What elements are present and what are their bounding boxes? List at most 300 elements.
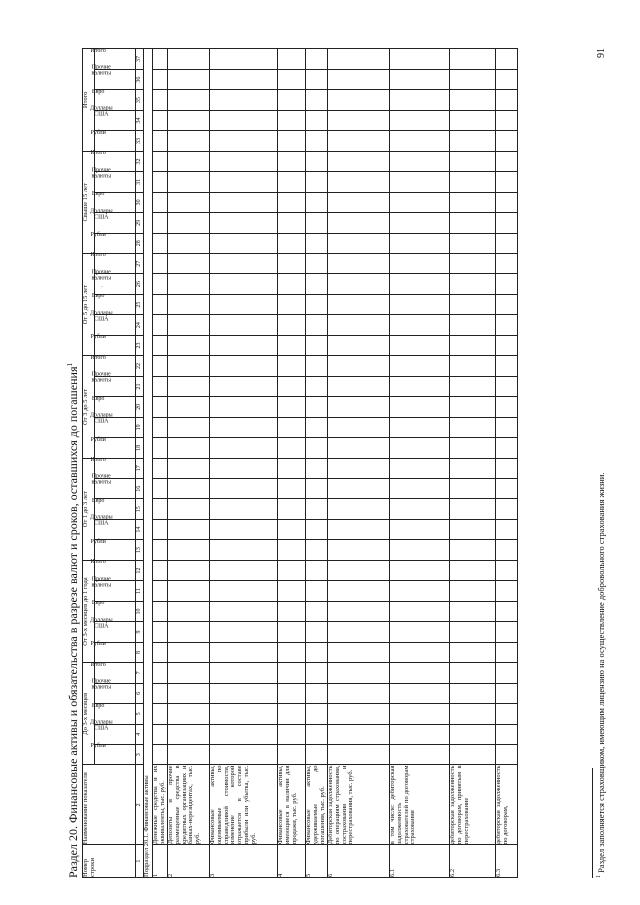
table-cell[interactable]: [210, 560, 278, 581]
table-cell[interactable]: [210, 540, 278, 560]
table-cell[interactable]: [450, 172, 496, 192]
table-cell[interactable]: [278, 458, 306, 478]
table-cell[interactable]: [210, 294, 278, 314]
table-cell[interactable]: [450, 704, 496, 724]
table-cell[interactable]: [168, 499, 210, 519]
table-cell[interactable]: [306, 519, 328, 539]
table-cell[interactable]: [168, 724, 210, 744]
table-cell[interactable]: [328, 519, 390, 539]
table-cell[interactable]: [390, 519, 450, 539]
table-cell[interactable]: [153, 438, 168, 458]
table-cell[interactable]: [306, 253, 328, 273]
table-cell[interactable]: [450, 642, 496, 662]
table-cell[interactable]: [390, 724, 450, 744]
table-cell[interactable]: [306, 642, 328, 662]
table-cell[interactable]: [450, 110, 496, 130]
table-cell[interactable]: [496, 274, 518, 294]
table-cell[interactable]: [278, 560, 306, 581]
table-cell[interactable]: [168, 90, 210, 110]
table-cell[interactable]: [306, 192, 328, 212]
table-cell[interactable]: [306, 560, 328, 581]
table-cell[interactable]: [496, 417, 518, 437]
table-cell[interactable]: [278, 663, 306, 683]
table-cell[interactable]: [306, 622, 328, 642]
table-cell[interactable]: [278, 172, 306, 192]
table-cell[interactable]: [496, 397, 518, 417]
table-cell[interactable]: [153, 417, 168, 437]
table-cell[interactable]: [328, 294, 390, 314]
table-cell[interactable]: [210, 315, 278, 335]
table-cell[interactable]: [496, 479, 518, 499]
table-cell[interactable]: [210, 397, 278, 417]
table-cell[interactable]: [210, 622, 278, 642]
table-cell[interactable]: [390, 90, 450, 110]
table-cell[interactable]: [306, 90, 328, 110]
table-cell[interactable]: [450, 745, 496, 765]
table-cell[interactable]: [328, 397, 390, 417]
table-cell[interactable]: [390, 69, 450, 89]
table-cell[interactable]: [210, 69, 278, 89]
table-cell[interactable]: [306, 499, 328, 519]
table-cell[interactable]: [278, 335, 306, 355]
table-cell[interactable]: [496, 90, 518, 110]
table-cell[interactable]: [210, 131, 278, 151]
table-cell[interactable]: [210, 233, 278, 253]
table-cell[interactable]: [210, 110, 278, 130]
table-cell[interactable]: [168, 213, 210, 233]
table-cell[interactable]: [278, 192, 306, 212]
table-cell[interactable]: [496, 519, 518, 539]
table-cell[interactable]: [390, 417, 450, 437]
table-cell[interactable]: [450, 417, 496, 437]
table-cell[interactable]: [496, 458, 518, 478]
table-cell[interactable]: [328, 540, 390, 560]
table-cell[interactable]: [168, 622, 210, 642]
table-cell[interactable]: [496, 540, 518, 560]
table-cell[interactable]: [328, 90, 390, 110]
table-cell[interactable]: [328, 233, 390, 253]
table-cell[interactable]: [390, 397, 450, 417]
table-cell[interactable]: [450, 69, 496, 89]
table-cell[interactable]: [328, 724, 390, 744]
table-cell[interactable]: [328, 704, 390, 724]
table-cell[interactable]: [210, 683, 278, 703]
table-cell[interactable]: [450, 315, 496, 335]
table-cell[interactable]: [153, 724, 168, 744]
table-cell[interactable]: [153, 131, 168, 151]
table-cell[interactable]: [328, 683, 390, 703]
table-cell[interactable]: [450, 253, 496, 273]
table-cell[interactable]: [168, 69, 210, 89]
table-cell[interactable]: [328, 622, 390, 642]
table-cell[interactable]: [496, 315, 518, 335]
table-cell[interactable]: [390, 172, 450, 192]
table-cell[interactable]: [390, 540, 450, 560]
table-cell[interactable]: [278, 90, 306, 110]
table-cell[interactable]: [306, 131, 328, 151]
table-cell[interactable]: [210, 438, 278, 458]
table-cell[interactable]: [168, 131, 210, 151]
table-cell[interactable]: [328, 499, 390, 519]
table-cell[interactable]: [450, 356, 496, 376]
table-cell[interactable]: [168, 458, 210, 478]
table-cell[interactable]: [153, 519, 168, 539]
table-cell[interactable]: [210, 519, 278, 539]
table-cell[interactable]: [278, 356, 306, 376]
table-cell[interactable]: [278, 253, 306, 273]
table-cell[interactable]: [278, 622, 306, 642]
table-cell[interactable]: [153, 479, 168, 499]
table-cell[interactable]: [496, 335, 518, 355]
table-cell[interactable]: [278, 581, 306, 601]
table-cell[interactable]: [450, 49, 496, 70]
table-cell[interactable]: [328, 376, 390, 396]
table-cell[interactable]: [306, 315, 328, 335]
table-cell[interactable]: [306, 663, 328, 683]
table-cell[interactable]: [450, 560, 496, 581]
table-cell[interactable]: [153, 253, 168, 273]
table-cell[interactable]: [278, 704, 306, 724]
table-cell[interactable]: [390, 110, 450, 130]
table-cell[interactable]: [390, 192, 450, 212]
table-cell[interactable]: [278, 274, 306, 294]
table-cell[interactable]: [328, 745, 390, 765]
table-cell[interactable]: [496, 172, 518, 192]
table-cell[interactable]: [390, 745, 450, 765]
table-cell[interactable]: [210, 172, 278, 192]
table-cell[interactable]: [328, 192, 390, 212]
table-cell[interactable]: [210, 213, 278, 233]
table-cell[interactable]: [496, 233, 518, 253]
table-cell[interactable]: [153, 581, 168, 601]
table-cell[interactable]: [278, 724, 306, 744]
table-cell[interactable]: [450, 479, 496, 499]
table-cell[interactable]: [390, 335, 450, 355]
table-cell[interactable]: [496, 642, 518, 662]
table-cell[interactable]: [278, 601, 306, 621]
table-cell[interactable]: [496, 724, 518, 744]
table-cell[interactable]: [390, 663, 450, 683]
table-cell[interactable]: [278, 540, 306, 560]
table-cell[interactable]: [168, 49, 210, 70]
table-cell[interactable]: [168, 253, 210, 273]
table-cell[interactable]: [496, 663, 518, 683]
table-cell[interactable]: [210, 417, 278, 437]
table-cell[interactable]: [450, 663, 496, 683]
table-cell[interactable]: [153, 540, 168, 560]
table-cell[interactable]: [168, 581, 210, 601]
table-cell[interactable]: [496, 151, 518, 171]
table-cell[interactable]: [328, 663, 390, 683]
table-cell[interactable]: [306, 601, 328, 621]
table-cell[interactable]: [306, 233, 328, 253]
table-cell[interactable]: [153, 397, 168, 417]
table-cell[interactable]: [450, 458, 496, 478]
table-cell[interactable]: [278, 213, 306, 233]
table-cell[interactable]: [496, 192, 518, 212]
table-cell[interactable]: [306, 49, 328, 70]
table-cell[interactable]: [496, 49, 518, 70]
table-cell[interactable]: [390, 151, 450, 171]
table-cell[interactable]: [168, 683, 210, 703]
table-cell[interactable]: [210, 90, 278, 110]
table-cell[interactable]: [168, 274, 210, 294]
table-cell[interactable]: [496, 253, 518, 273]
table-cell[interactable]: [450, 151, 496, 171]
table-cell[interactable]: [278, 69, 306, 89]
table-cell[interactable]: [390, 274, 450, 294]
table-cell[interactable]: [328, 335, 390, 355]
table-cell[interactable]: [390, 622, 450, 642]
table-cell[interactable]: [450, 376, 496, 396]
table-cell[interactable]: [306, 745, 328, 765]
table-cell[interactable]: [153, 458, 168, 478]
table-cell[interactable]: [168, 438, 210, 458]
table-cell[interactable]: [306, 397, 328, 417]
table-cell[interactable]: [390, 601, 450, 621]
table-cell[interactable]: [210, 192, 278, 212]
table-cell[interactable]: [390, 315, 450, 335]
table-cell[interactable]: [496, 704, 518, 724]
table-cell[interactable]: [153, 315, 168, 335]
table-cell[interactable]: [278, 479, 306, 499]
table-cell[interactable]: [328, 417, 390, 437]
table-cell[interactable]: [168, 151, 210, 171]
table-cell[interactable]: [168, 479, 210, 499]
table-cell[interactable]: [278, 397, 306, 417]
table-cell[interactable]: [450, 192, 496, 212]
table-cell[interactable]: [450, 540, 496, 560]
table-cell[interactable]: [496, 581, 518, 601]
table-cell[interactable]: [306, 274, 328, 294]
table-cell[interactable]: [450, 274, 496, 294]
table-cell[interactable]: [390, 458, 450, 478]
table-cell[interactable]: [450, 131, 496, 151]
table-cell[interactable]: [450, 294, 496, 314]
table-cell[interactable]: [210, 724, 278, 744]
table-cell[interactable]: [153, 560, 168, 581]
table-cell[interactable]: [306, 417, 328, 437]
table-cell[interactable]: [450, 519, 496, 539]
table-cell[interactable]: [496, 69, 518, 89]
table-cell[interactable]: [210, 458, 278, 478]
table-cell[interactable]: [328, 110, 390, 130]
table-cell[interactable]: [306, 213, 328, 233]
table-cell[interactable]: [496, 131, 518, 151]
table-cell[interactable]: [153, 642, 168, 662]
table-cell[interactable]: [390, 294, 450, 314]
table-cell[interactable]: [153, 704, 168, 724]
table-cell[interactable]: [390, 131, 450, 151]
table-cell[interactable]: [306, 172, 328, 192]
table-cell[interactable]: [306, 110, 328, 130]
table-cell[interactable]: [450, 581, 496, 601]
table-cell[interactable]: [450, 438, 496, 458]
table-cell[interactable]: [390, 581, 450, 601]
table-cell[interactable]: [153, 110, 168, 130]
table-cell[interactable]: [153, 499, 168, 519]
table-cell[interactable]: [328, 438, 390, 458]
table-cell[interactable]: [450, 213, 496, 233]
table-cell[interactable]: [496, 560, 518, 581]
table-cell[interactable]: [278, 417, 306, 437]
table-cell[interactable]: [496, 213, 518, 233]
table-cell[interactable]: [278, 745, 306, 765]
table-cell[interactable]: [328, 131, 390, 151]
table-cell[interactable]: [390, 49, 450, 70]
table-cell[interactable]: [496, 683, 518, 703]
table-cell[interactable]: [210, 663, 278, 683]
table-cell[interactable]: [306, 438, 328, 458]
table-cell[interactable]: [153, 376, 168, 396]
table-cell[interactable]: [306, 69, 328, 89]
table-cell[interactable]: [153, 335, 168, 355]
table-cell[interactable]: [390, 642, 450, 662]
table-cell[interactable]: [168, 335, 210, 355]
table-cell[interactable]: [496, 601, 518, 621]
table-cell[interactable]: [496, 110, 518, 130]
table-cell[interactable]: [210, 601, 278, 621]
table-cell[interactable]: [153, 233, 168, 253]
table-cell[interactable]: [328, 356, 390, 376]
table-cell[interactable]: [168, 233, 210, 253]
table-cell[interactable]: [328, 315, 390, 335]
table-cell[interactable]: [496, 745, 518, 765]
table-cell[interactable]: [278, 110, 306, 130]
table-cell[interactable]: [390, 356, 450, 376]
table-cell[interactable]: [278, 519, 306, 539]
table-cell[interactable]: [328, 581, 390, 601]
table-cell[interactable]: [450, 622, 496, 642]
table-cell[interactable]: [328, 274, 390, 294]
table-cell[interactable]: [168, 397, 210, 417]
table-cell[interactable]: [278, 315, 306, 335]
table-cell[interactable]: [153, 663, 168, 683]
table-cell[interactable]: [278, 131, 306, 151]
table-cell[interactable]: [153, 49, 168, 70]
table-cell[interactable]: [278, 151, 306, 171]
table-cell[interactable]: [306, 479, 328, 499]
table-cell[interactable]: [328, 69, 390, 89]
table-cell[interactable]: [153, 90, 168, 110]
table-cell[interactable]: [153, 151, 168, 171]
table-cell[interactable]: [210, 642, 278, 662]
table-cell[interactable]: [210, 274, 278, 294]
table-cell[interactable]: [496, 622, 518, 642]
table-cell[interactable]: [278, 233, 306, 253]
table-cell[interactable]: [153, 683, 168, 703]
table-cell[interactable]: [210, 499, 278, 519]
table-cell[interactable]: [390, 233, 450, 253]
table-cell[interactable]: [328, 151, 390, 171]
table-cell[interactable]: [390, 560, 450, 581]
table-cell[interactable]: [328, 213, 390, 233]
table-cell[interactable]: [390, 253, 450, 273]
table-cell[interactable]: [496, 438, 518, 458]
table-cell[interactable]: [306, 294, 328, 314]
table-cell[interactable]: [328, 253, 390, 273]
table-cell[interactable]: [390, 479, 450, 499]
table-cell[interactable]: [328, 49, 390, 70]
table-cell[interactable]: [450, 601, 496, 621]
table-cell[interactable]: [168, 663, 210, 683]
table-cell[interactable]: [278, 49, 306, 70]
table-cell[interactable]: [390, 499, 450, 519]
table-cell[interactable]: [210, 745, 278, 765]
table-cell[interactable]: [168, 315, 210, 335]
table-cell[interactable]: [278, 642, 306, 662]
table-cell[interactable]: [306, 704, 328, 724]
table-cell[interactable]: [168, 417, 210, 437]
table-cell[interactable]: [210, 335, 278, 355]
table-cell[interactable]: [306, 683, 328, 703]
table-cell[interactable]: [153, 601, 168, 621]
table-cell[interactable]: [168, 376, 210, 396]
table-cell[interactable]: [168, 294, 210, 314]
table-cell[interactable]: [328, 172, 390, 192]
table-cell[interactable]: [390, 704, 450, 724]
table-cell[interactable]: [496, 356, 518, 376]
table-cell[interactable]: [306, 151, 328, 171]
table-cell[interactable]: [168, 519, 210, 539]
table-cell[interactable]: [168, 540, 210, 560]
table-cell[interactable]: [390, 213, 450, 233]
table-cell[interactable]: [210, 581, 278, 601]
table-cell[interactable]: [450, 335, 496, 355]
table-cell[interactable]: [278, 294, 306, 314]
table-cell[interactable]: [306, 581, 328, 601]
table-cell[interactable]: [153, 192, 168, 212]
table-cell[interactable]: [153, 213, 168, 233]
table-cell[interactable]: [306, 356, 328, 376]
table-cell[interactable]: [210, 704, 278, 724]
table-cell[interactable]: [153, 622, 168, 642]
table-cell[interactable]: [153, 356, 168, 376]
table-cell[interactable]: [390, 376, 450, 396]
table-cell[interactable]: [328, 479, 390, 499]
table-cell[interactable]: [153, 69, 168, 89]
table-cell[interactable]: [306, 458, 328, 478]
table-cell[interactable]: [278, 438, 306, 458]
table-cell[interactable]: [168, 745, 210, 765]
table-cell[interactable]: [390, 438, 450, 458]
table-cell[interactable]: [278, 376, 306, 396]
table-cell[interactable]: [328, 560, 390, 581]
table-cell[interactable]: [168, 704, 210, 724]
table-cell[interactable]: [168, 642, 210, 662]
table-cell[interactable]: [450, 724, 496, 744]
table-cell[interactable]: [306, 540, 328, 560]
table-cell[interactable]: [450, 90, 496, 110]
table-cell[interactable]: [328, 642, 390, 662]
table-cell[interactable]: [210, 49, 278, 70]
table-cell[interactable]: [450, 499, 496, 519]
table-cell[interactable]: [153, 745, 168, 765]
table-cell[interactable]: [153, 294, 168, 314]
table-cell[interactable]: [168, 172, 210, 192]
table-cell[interactable]: [153, 274, 168, 294]
table-cell[interactable]: [278, 683, 306, 703]
table-cell[interactable]: [306, 376, 328, 396]
table-cell[interactable]: [168, 110, 210, 130]
table-cell[interactable]: [168, 601, 210, 621]
table-cell[interactable]: [390, 683, 450, 703]
table-cell[interactable]: [328, 601, 390, 621]
table-cell[interactable]: [496, 499, 518, 519]
table-cell[interactable]: [210, 253, 278, 273]
table-cell[interactable]: [168, 560, 210, 581]
table-cell[interactable]: [450, 233, 496, 253]
